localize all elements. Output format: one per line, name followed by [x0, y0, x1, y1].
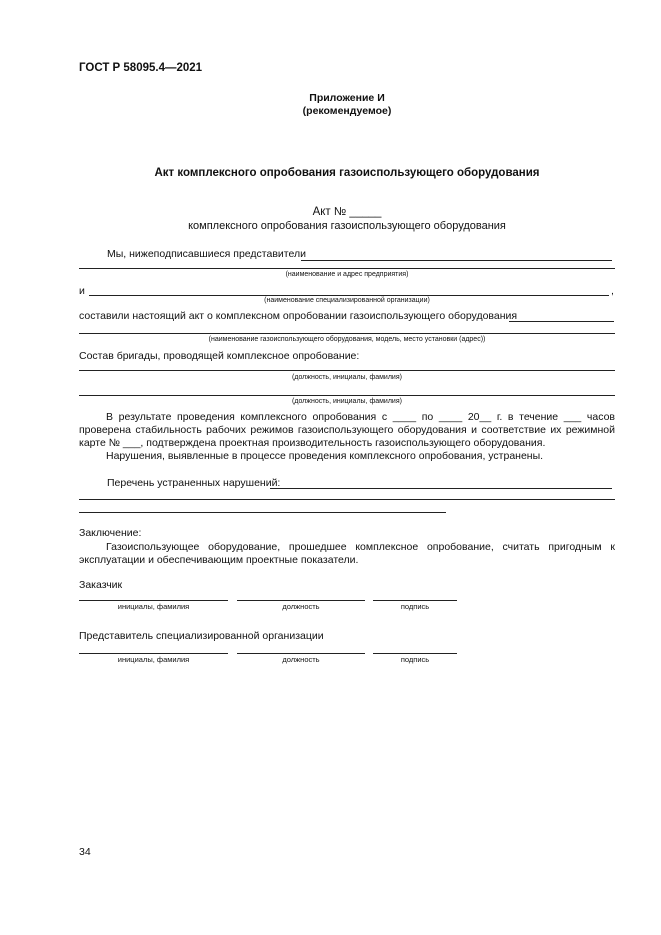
violations-text: Нарушения, выявленные в процессе проведения комплексного опробования, устранены.	[106, 450, 544, 462]
signature-line	[79, 600, 228, 601]
blank-line	[270, 488, 612, 489]
comma: ,	[611, 285, 614, 297]
caption-equipment: (наименование газоиспользующего оборудования, модель, место установки (адрес))	[208, 336, 486, 343]
caption-position-2: (должность, инициалы, фамилия)	[292, 398, 402, 405]
document-title: Акт комплексного опробования газоиспользующего оборудования	[154, 167, 540, 179]
we-signed-label: Мы, нижеподписавшиеся представители	[107, 248, 306, 260]
blank-line	[79, 268, 615, 269]
violations-list-label: Перечень устраненных нарушений:	[107, 477, 281, 489]
signature-line	[237, 600, 365, 601]
act-subtitle: комплексного опробования газоиспользующего оборудования	[188, 220, 506, 232]
caption-organization: (наименование специализированной организации)	[264, 297, 430, 304]
signature-line	[237, 653, 365, 654]
standard-header: ГОСТ Р 58095.4—2021	[79, 62, 203, 74]
blank-line	[301, 260, 612, 261]
customer-label: Заказчик	[79, 579, 123, 591]
signature-line	[79, 653, 228, 654]
result-text: В результате проведения комплексного опробования с ____ по ____ 20__ г. в течение ___ часов проверена стабильность рабочих режимов газоиспользующего оборудования и соответствие их режимной карте № ___, подтверждена проектная производительность газоиспользующего оборудования.	[79, 411, 615, 449]
caption-signature: подпись	[400, 602, 430, 611]
blank-line	[79, 370, 615, 371]
appendix-title: Приложение И	[309, 92, 385, 104]
caption-initials: инициалы, фамилия	[117, 655, 190, 664]
signature-line	[373, 653, 457, 654]
conclusion-label: Заключение:	[79, 527, 142, 539]
caption-position: должность	[282, 602, 320, 611]
caption-signature: подпись	[400, 655, 430, 664]
conclusion-text: Газоиспользующее оборудование, прошедшее комплексное опробование, считать пригодным к эксплуатации и обеспечивающим проектные показатели.	[79, 541, 615, 566]
blank-line	[79, 512, 446, 513]
brigade-label: Состав бригады, проводящей комплексное опробование:	[79, 350, 360, 362]
blank-line	[509, 321, 614, 322]
caption-position-1: (должность, инициалы, фамилия)	[292, 374, 402, 381]
conclusion-paragraph	[79, 541, 615, 567]
blank-line	[79, 333, 615, 334]
and-label: и	[79, 285, 85, 297]
blank-line	[79, 395, 615, 396]
blank-line	[79, 499, 615, 500]
caption-initials: инициалы, фамилия	[117, 602, 190, 611]
signature-line	[373, 600, 457, 601]
compiled-label: составили настоящий акт о комплексном опробовании газоиспользующего оборудования	[79, 310, 518, 322]
caption-enterprise: (наименование и адрес предприятия)	[285, 271, 409, 278]
page-number: 34	[79, 846, 91, 858]
act-number: Акт № _____	[312, 206, 382, 218]
caption-position: должность	[282, 655, 320, 664]
result-paragraph	[79, 411, 615, 463]
representative-label: Представитель специализированной организации	[79, 630, 324, 642]
appendix-note: (рекомендуемое)	[302, 105, 392, 117]
blank-line	[89, 295, 609, 296]
